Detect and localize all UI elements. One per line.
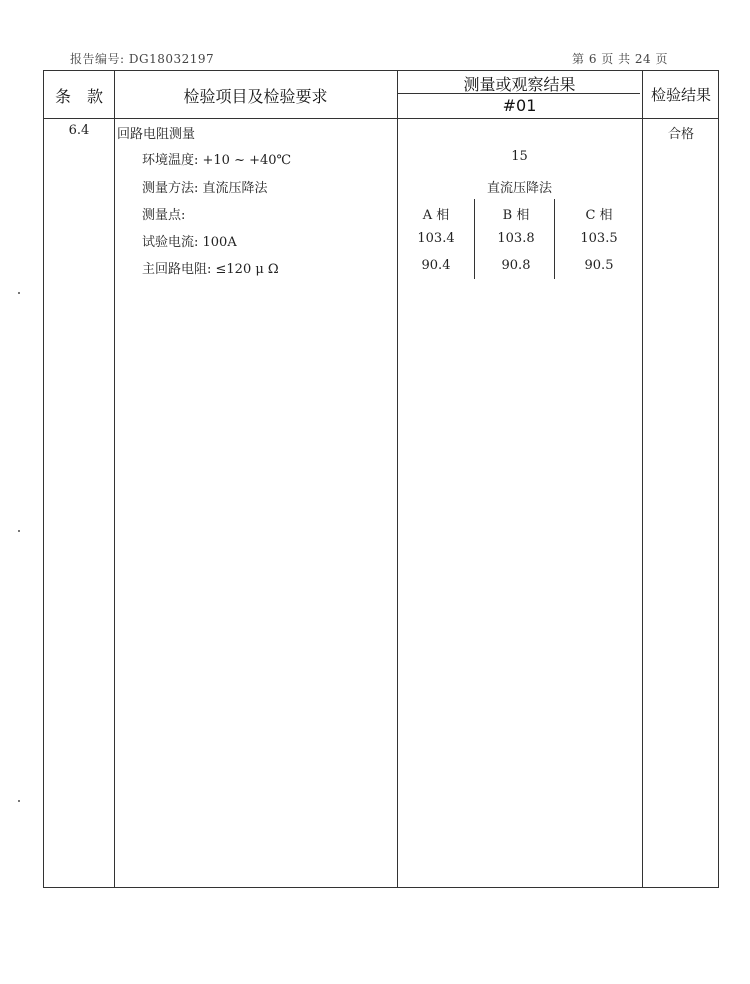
header-item: 检验项目及检验要求 — [183, 87, 328, 106]
phase-c-label: C 相 — [585, 208, 613, 223]
inspection-table — [43, 70, 719, 888]
header-result: 检验结果 — [650, 86, 711, 104]
col-divider — [114, 71, 115, 887]
phase-a-resistance: 90.4 — [421, 258, 451, 273]
env-temp-value: 15 — [511, 149, 528, 164]
result-value: 合格 — [667, 127, 694, 142]
req-test-current: 试验电流: 100A — [142, 235, 237, 250]
page-info: 第 6 页 共 24 页 — [572, 52, 668, 66]
method-value: 直流压降法 — [486, 181, 552, 196]
req-measure-point: 测量点: — [142, 208, 186, 223]
phase-c-resistance: 90.5 — [584, 258, 614, 273]
header-clause: 条 款 — [54, 87, 103, 106]
phase-a-label: A 相 — [422, 208, 450, 223]
phase-b-resistance: 90.8 — [501, 258, 531, 273]
item-title: 回路电阻测量 — [117, 127, 196, 142]
header-measure: 测量或观察结果 — [463, 75, 576, 94]
req-method: 测量方法: 直流压降法 — [142, 181, 268, 196]
phase-b-current: 103.8 — [497, 231, 535, 246]
scan-mark — [18, 800, 20, 802]
req-env-temp: 环境温度: +10 ~ +40℃ — [142, 153, 292, 168]
phase-separator — [474, 199, 475, 279]
scan-mark — [18, 292, 20, 294]
header-bottom-line — [44, 118, 718, 119]
header-sample-no: #01 — [502, 96, 537, 115]
scan-mark — [18, 530, 20, 532]
report-number: 报告编号: DG18032197 — [70, 52, 215, 66]
phase-a-current: 103.4 — [417, 231, 455, 246]
phase-b-label: B 相 — [502, 208, 530, 223]
col-divider — [642, 71, 643, 887]
phase-c-current: 103.5 — [580, 231, 618, 246]
clause-number: 6.4 — [68, 123, 90, 138]
phase-separator — [554, 199, 555, 279]
req-resistance-limit: 主回路电阻: ≤120 μ Ω — [142, 262, 279, 277]
